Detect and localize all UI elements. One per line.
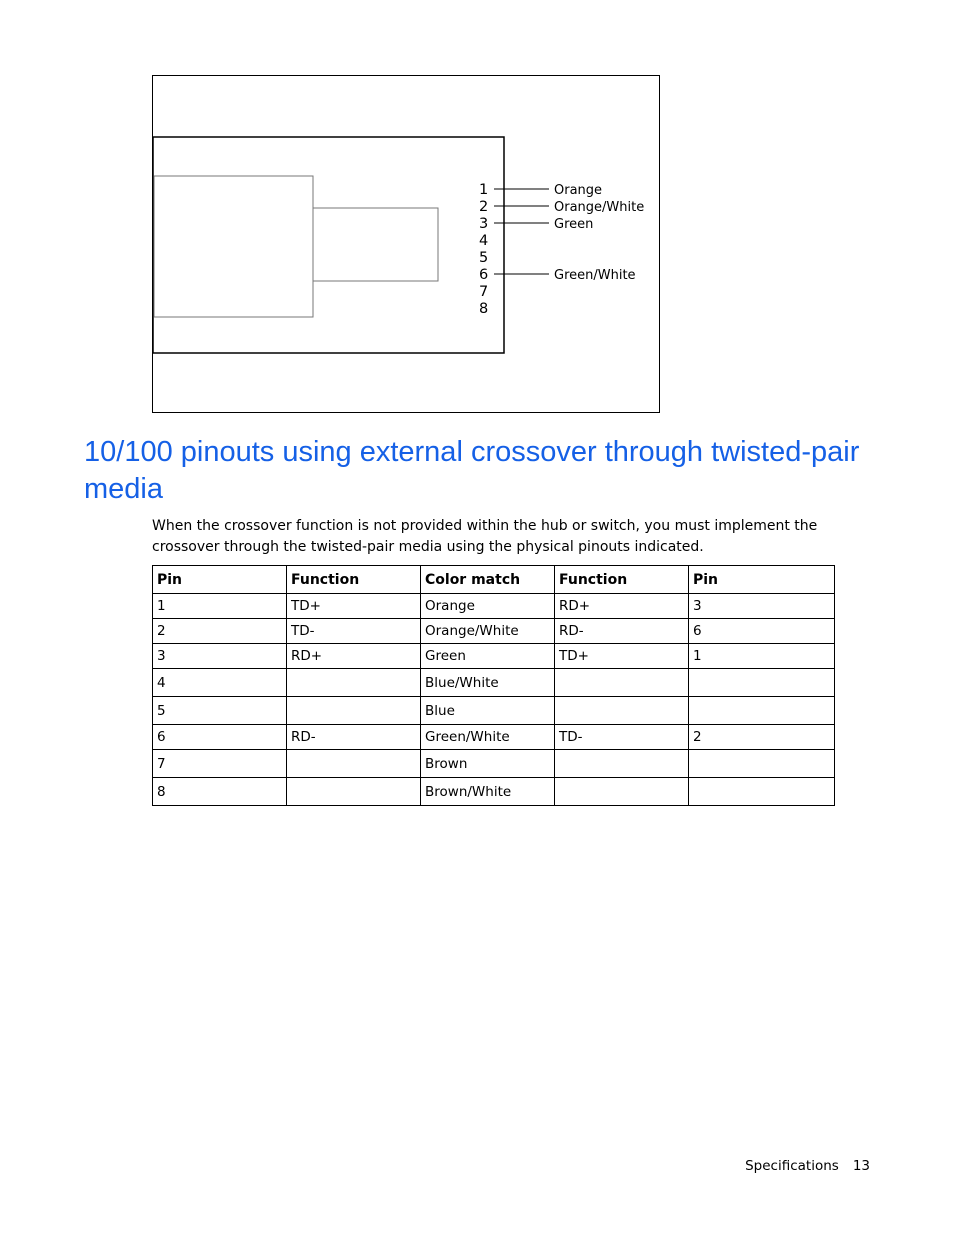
pin-number-3: 3 [479, 216, 489, 232]
pin-number-4: 4 [479, 233, 489, 249]
cell-function: RD- [555, 619, 689, 644]
wire-label: Orange [554, 183, 603, 198]
cell-function: RD- [287, 725, 421, 750]
cell-pin [689, 697, 835, 725]
cell-function [287, 669, 421, 697]
cell-color: Green/White [421, 725, 555, 750]
wire-label: Green/White [554, 268, 636, 283]
cell-function [287, 750, 421, 778]
pin-number-8: 8 [479, 301, 489, 317]
cell-pin: 7 [153, 750, 287, 778]
cell-color: Orange [421, 594, 555, 619]
table-row [153, 669, 835, 697]
cell-pin: 1 [153, 594, 287, 619]
cell-pin: 4 [153, 669, 287, 697]
table-row [153, 725, 835, 750]
connector-inner-block [154, 176, 313, 317]
wire-label: Green [554, 217, 594, 232]
cell-function: TD+ [287, 594, 421, 619]
table-row [153, 619, 835, 644]
table-row [153, 778, 835, 806]
cell-function [555, 778, 689, 806]
header-function-right: Function [555, 566, 689, 594]
table-row [153, 750, 835, 778]
cell-function: TD+ [555, 644, 689, 669]
pin-number-2: 2 [479, 199, 489, 215]
cell-pin [689, 778, 835, 806]
cell-pin: 6 [689, 619, 835, 644]
cell-pin: 6 [153, 725, 287, 750]
header-pin-left: Pin [153, 566, 287, 594]
cell-function: TD- [555, 725, 689, 750]
cell-color: Blue/White [421, 669, 555, 697]
cell-function [287, 697, 421, 725]
section-title: 10/100 pinouts using external crossover through twisted-pair media [84, 436, 860, 505]
cell-color: Orange/White [421, 619, 555, 644]
pin-number-6: 6 [479, 267, 489, 283]
page-footer [700, 1158, 870, 1174]
header-color-match: Color match [421, 566, 555, 594]
cell-pin: 1 [689, 644, 835, 669]
cell-pin: 5 [153, 697, 287, 725]
table-row [153, 644, 835, 669]
page-number: 13 [852, 1158, 870, 1174]
intro-paragraph: When the crossover function is not provided within the hub or switch, you must implement the crossover through the twisted-pair media using the physical pinouts indicated. [152, 518, 818, 555]
cell-function: TD- [287, 619, 421, 644]
pin-number-1: 1 [479, 182, 489, 198]
cell-pin: 3 [689, 594, 835, 619]
cell-pin [689, 750, 835, 778]
pin-labels [479, 182, 488, 317]
wire-label: Orange/White [554, 200, 645, 215]
connector-figure [152, 75, 660, 413]
cell-color: Green [421, 644, 555, 669]
wire-lines [494, 183, 644, 283]
cell-pin: 8 [153, 778, 287, 806]
pinout-table [152, 565, 835, 806]
cell-function [555, 750, 689, 778]
table-row [153, 594, 835, 619]
cell-pin: 3 [153, 644, 287, 669]
cell-pin: 2 [689, 725, 835, 750]
connector-body [153, 137, 504, 353]
cell-function [555, 669, 689, 697]
connector-diagram [153, 76, 659, 412]
cell-color: Brown [421, 750, 555, 778]
header-pin-right: Pin [689, 566, 835, 594]
cell-color: Brown/White [421, 778, 555, 806]
table-header-row [153, 566, 835, 594]
cell-color: Blue [421, 697, 555, 725]
cell-function: RD+ [287, 644, 421, 669]
cell-pin [689, 669, 835, 697]
pin-number-5: 5 [479, 250, 489, 266]
cell-function [287, 778, 421, 806]
cell-pin: 2 [153, 619, 287, 644]
footer-section: Specifications [745, 1158, 839, 1174]
connector-tab [313, 208, 438, 281]
table-row [153, 697, 835, 725]
cell-function: RD+ [555, 594, 689, 619]
cell-function [555, 697, 689, 725]
header-function-left: Function [287, 566, 421, 594]
pin-number-7: 7 [479, 284, 489, 300]
